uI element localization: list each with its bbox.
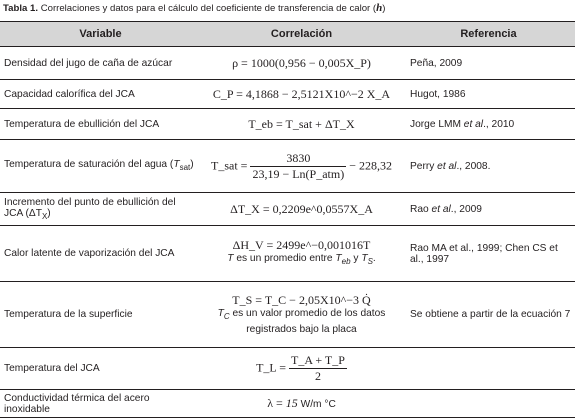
formula-cell xyxy=(201,226,402,282)
table-row xyxy=(0,109,575,140)
formula-fraction xyxy=(250,151,346,182)
note-symbol-ts: $T_S$ xyxy=(361,253,373,267)
correlations-table xyxy=(0,21,575,418)
caption-text: Correlaciones y datos para el cálculo del coeficiente de transferencia de calor ( xyxy=(40,3,377,14)
note-conjunction: y xyxy=(350,253,362,265)
reference-year: ., 2009 xyxy=(450,203,482,215)
reference-cell: Peña, 2009 xyxy=(402,47,575,80)
note-symbol-teb: $T_{eb}$ xyxy=(335,253,351,267)
fraction-numerator: 3830 xyxy=(250,151,346,167)
formula-lhs: T_sat = xyxy=(211,157,248,172)
reference-author: Rao xyxy=(410,203,432,215)
variable-cell: Temperatura de la superficie xyxy=(0,282,201,348)
reference-year: ., 2010 xyxy=(483,118,515,130)
formula-cell: C_P = 4,1868 − 2,5121X10^−2 X_A xyxy=(201,80,402,109)
reference-cell: Hugot, 1986 xyxy=(402,80,575,109)
variable-cell: Temperatura de ebullición del JCA xyxy=(0,109,201,140)
formula-cell: ΔT_X = 0,2209e^0,0557X_A xyxy=(201,193,402,226)
variable-subscript: sat xyxy=(179,163,191,173)
note-text: es un valor promedio de los datos registrados bajo la placa xyxy=(232,308,386,335)
variable-symbol: T xyxy=(173,159,180,171)
header-correlacion: Correlación xyxy=(201,22,402,47)
variable-cell: Temperatura del JCA xyxy=(0,348,201,390)
formula-symbol: λ = xyxy=(267,396,286,410)
reference-cell: Se obtiene a partir de la ecuación 7 xyxy=(402,282,575,348)
formula-cell xyxy=(201,140,402,193)
table-row xyxy=(0,140,575,193)
reference-cell xyxy=(402,140,575,193)
note-period: . xyxy=(372,253,376,265)
caption-symbol: h xyxy=(376,2,383,14)
formula-note xyxy=(203,308,400,335)
table-row xyxy=(0,390,575,418)
note-text: es un promedio entre xyxy=(236,253,336,265)
formula-note xyxy=(203,253,400,268)
formula-cell: T_eb = T_sat + ΔT_X xyxy=(201,109,402,140)
formula-cell xyxy=(201,390,402,418)
note-symbol-t: T xyxy=(227,253,234,265)
fraction-numerator: T_A + T_P xyxy=(291,353,345,367)
table-row xyxy=(0,80,575,109)
variable-cell xyxy=(0,193,201,226)
table-row xyxy=(0,282,575,348)
formula-rhs: − 228,32 xyxy=(349,157,392,172)
table-caption xyxy=(3,2,385,14)
variable-cell xyxy=(0,140,201,193)
formula-cell: ρ = 1000(0,956 − 0,005X_P) xyxy=(201,47,402,80)
formula-text: T_S = T_C − 2,05X10^−3 Q̇ xyxy=(232,293,371,308)
variable-close: ) xyxy=(47,207,51,219)
table-header-row xyxy=(0,22,575,47)
table-row xyxy=(0,226,575,282)
formula-value: 15 xyxy=(285,396,298,410)
header-referencia: Referencia xyxy=(402,22,575,47)
variable-cell: Calor latente de vaporización del JCA xyxy=(0,226,201,282)
fraction-denominator: 2 xyxy=(314,369,321,383)
reference-cell xyxy=(402,348,575,390)
reference-author: Perry xyxy=(410,160,438,172)
reference-cell xyxy=(402,109,575,140)
formula-text: ΔH_V = 2499e^−0,001016T xyxy=(232,238,371,253)
reference-cell xyxy=(402,390,575,418)
variable-text: Incremento del punto de ebullición del JCA (ΔT xyxy=(4,196,176,219)
table-row xyxy=(0,193,575,226)
formula-cell xyxy=(201,282,402,348)
reference-cell: Rao MA et al., 1999; Chen CS et al., 1997 xyxy=(402,226,575,282)
reference-year: ., 2008. xyxy=(456,160,491,172)
variable-close: ) xyxy=(190,159,194,171)
variable-text: Temperatura de saturación del agua ( xyxy=(4,159,174,171)
variable-cell: Capacidad calorífica del JCA xyxy=(0,80,201,109)
formula-lhs: T_L = xyxy=(256,360,287,375)
reference-et-al: et al xyxy=(431,203,451,215)
note-symbol-tc: $T_C$ xyxy=(217,308,230,322)
formula-fraction xyxy=(289,353,347,384)
formula-unit: W/m °C xyxy=(297,399,336,410)
variable-cell: Densidad del jugo de caña de azúcar xyxy=(0,47,201,80)
header-variable: Variable xyxy=(0,22,201,47)
reference-author: Jorge LMM xyxy=(410,118,464,130)
table-row xyxy=(0,47,575,80)
reference-cell xyxy=(402,193,575,226)
caption-close: ) xyxy=(382,3,386,14)
formula-cell xyxy=(201,348,402,390)
variable-subscript: X xyxy=(41,212,48,222)
variable-cell: Conductividad térmica del acero inoxidable xyxy=(0,390,201,418)
fraction-denominator: 23,19 − Ln(P_atm) xyxy=(252,166,345,181)
reference-et-al: et al xyxy=(437,160,457,172)
caption-label: Tabla 1. xyxy=(3,3,39,14)
table-row xyxy=(0,348,575,390)
reference-et-al: et al xyxy=(463,118,484,130)
